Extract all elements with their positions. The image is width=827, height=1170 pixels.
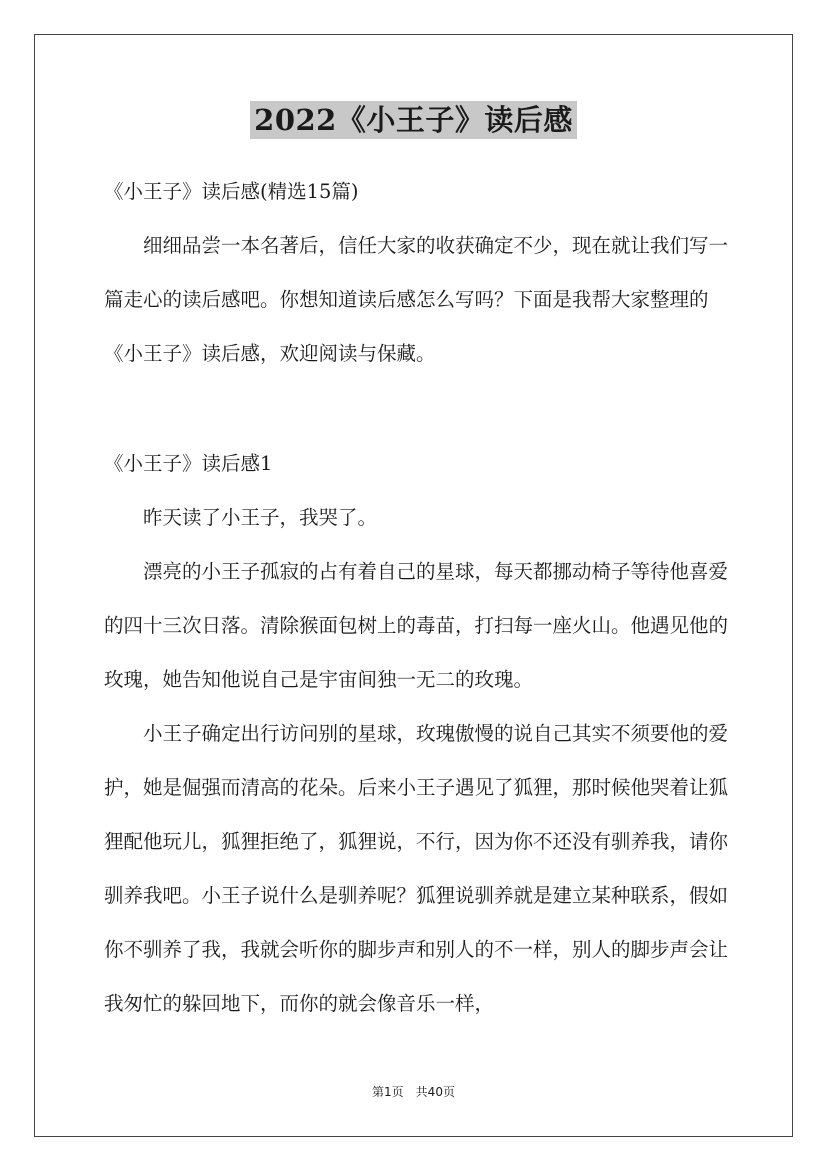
intro-paragraph: 细细品尝一本名著后，信任大家的收获确定不少，现在就让我们写一篇走心的读后感吧。你想知道读后感怎么写吗？下面是我帮大家整理的《小王子》读后感，欢迎阅读与保藏。 bbox=[104, 234, 729, 365]
document-title-wrap bbox=[0, 98, 827, 139]
paragraph-3: 小王子确定出行访问别的星球，玫瑰傲慢的说自己其实不须要他的爱护，她是倔强而清高的花朵。后来小王子遇见了狐狸，那时候他哭着让狐狸配他玩儿，狐狸拒绝了，狐狸说，不行，因为你不还没有驯养我，请你驯养我吧。小王子说什么是驯养呢？狐狸说驯养就是建立某种联系，假如你不驯养了我，我就会听你的脚步声和别人的不一样，别人的脚步声会让我匆忙的躲回地下，而你的就会像音乐一样， bbox=[104, 722, 729, 1015]
paragraph-1: 昨天读了小王子，我哭了。 bbox=[143, 506, 378, 529]
subtitle: 《小王子》读后感(精选15篇) bbox=[104, 180, 359, 203]
paragraph-2: 漂亮的小王子孤寂的占有着自己的星球，每天都挪动椅子等待他喜爱的四十三次日落。清除猴面包树上的毒苗，打扫每一座火山。他遇见他的玫瑰，她告知他说自己是宇宙间独一无二的玫瑰。 bbox=[104, 560, 729, 691]
document-title: 2022《小王子》读后感 bbox=[250, 101, 577, 139]
section-heading: 《小王子》读后感1 bbox=[104, 452, 273, 475]
page-footer: 第1页 共40页 bbox=[372, 1085, 455, 1099]
